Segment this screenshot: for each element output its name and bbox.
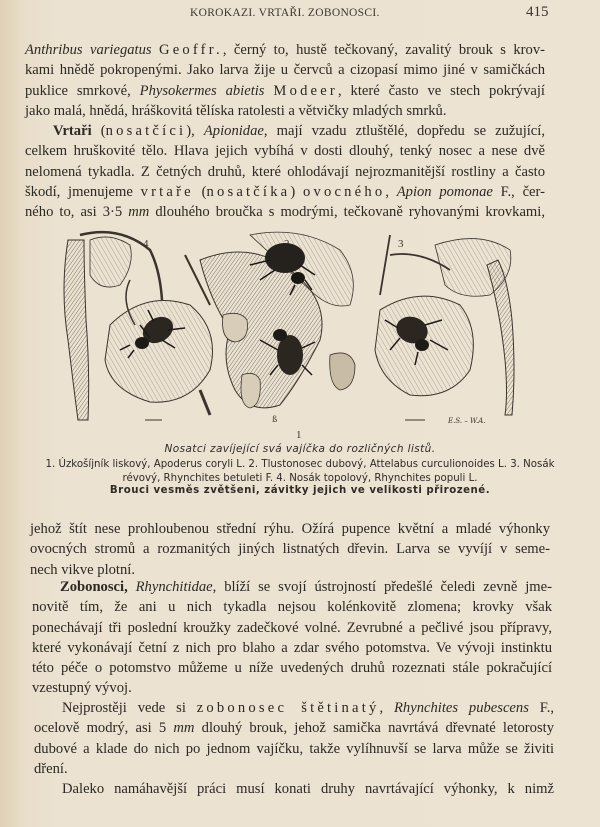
figure-caption-legend: 1. Úzkošíjník liskový, Apoderus coryli L. 2. Tlustonosec dubový, Attelabus curculionoides L. 3. Nosák révový, Rhynchites betuleti F. 4. Nosák topolový, Rhynchites populi L. bbox=[45, 459, 555, 484]
figure-number-3: 3 bbox=[398, 238, 404, 250]
paragraph-rhynchites-pubescens bbox=[34, 698, 554, 779]
text-line: ocelově modrý, asi 5 mm dlouhý brouk, jehož samička navrtává dřevnaté letorosty bbox=[34, 720, 554, 737]
text-line: dubové a klade do nich po jednom vajíčku, takže vylíhnuvší se larva může se živiti bbox=[34, 740, 554, 757]
text-line: jehož štít nese prohloubenou střední rýhu. Ožírá pupence květní a mladé výhonky bbox=[30, 521, 550, 537]
text-line: ovocných stromů a rozmanitých jiných listnatých dřevin. Larva se vyvíjí v seme- bbox=[30, 541, 550, 558]
paragraph-continuation bbox=[30, 519, 550, 580]
engraver-mark: ß bbox=[272, 415, 278, 424]
vine-leaf-right bbox=[375, 235, 511, 396]
figure-caption-title: Nosatci zavíjející svá vajíčka do rozličných listů. bbox=[164, 443, 436, 455]
text-line: Anthribus variegatus Geoffr., černý to, hustě tečkovaný, zavalitý brouk s krov- bbox=[25, 42, 545, 58]
text-line: dření. bbox=[34, 760, 68, 777]
text-line: vzestupný vývoj. bbox=[32, 680, 132, 697]
paragraph-anthribus bbox=[25, 40, 545, 121]
paragraph-daleko bbox=[34, 779, 554, 799]
text-line: nelomená tykadla. Z četných druhů, které ohlodávají nejrozmanitější rostliny a často bbox=[25, 163, 545, 180]
text-line: novitě tím, že ani u nich tykadla nejsou kolénkovitě zlomena; krovky však bbox=[32, 599, 552, 616]
text-line: jako malá, hnědá, hráškovitá tělíska ratolesti a větvičky mladých smrků. bbox=[25, 102, 447, 119]
text-line: Nejprostěji vede si zobonosec štětinatý, Rhynchites pubescens F., bbox=[62, 700, 555, 716]
poplar-leaf-upper-left bbox=[90, 237, 131, 287]
text-line: ného to, asi 3·5 mm dlouhého broučka s modrými, tečkovaně ryhovanými krovkami, bbox=[25, 204, 545, 221]
poplar-leaf-left bbox=[105, 280, 213, 415]
paragraph-vrtari bbox=[25, 121, 545, 222]
text-line: nech vikve plotní. bbox=[30, 561, 135, 578]
text-line: Daleko namáhavější práci musí konati druhy navrtávající výhonky, k nimž bbox=[62, 781, 554, 797]
figure-caption-note: Brouci vesměs zvětšeni, závitky jejich ve velikosti přirozené. bbox=[109, 485, 491, 496]
text-line: puklice smrkové, Physokermes abietis Modeer, které často ve stech pokrývají bbox=[25, 82, 545, 99]
text-line: Zobonosci, Rhynchitidae, blíží se svojí ústrojností předešlé čeledi zevně jme- bbox=[60, 579, 552, 595]
figure-number-1: 1 bbox=[296, 429, 302, 441]
running-title: KOROKAZI. VRTAŘI. ZOBONOSCI. bbox=[190, 7, 380, 19]
text-line: ponechávají tři poslední kroužky zadečkové volné. Zevrubné a pečlivé jsou přípravy, bbox=[32, 619, 552, 636]
figure-number-4: 4 bbox=[143, 238, 149, 250]
section-heading-vrtari: Vrtaři bbox=[53, 123, 92, 139]
paragraph-zobonosci bbox=[32, 577, 552, 699]
section-heading-zobonosci: Zobonosci, bbox=[60, 579, 128, 595]
text-line: Vrtaři (nosatčíci), Apionidae, mají vzadu ztluštělé, dopředu se zužující, bbox=[53, 123, 545, 139]
text-line: které vykonávají četní z nich pro blaho a zdar svého potomstva. Ve vývoji instinktu bbox=[32, 639, 552, 656]
artist-signature: E.S. – W.A. bbox=[448, 417, 486, 425]
text-line: kami hnědě pokropenými. Jako larva žije u červců a cizopasí mimo jiné v samičkách bbox=[25, 62, 545, 79]
text-line: této péče o potomstvo můžeme u níže uvedených druhů rozeznati stále pokračující bbox=[32, 660, 552, 677]
text-line: škodí, jmenujeme vrtaře (nosatčíka) ovocného, Apion pomonae F., čer- bbox=[25, 183, 545, 200]
text-line: celkem hruškovité tělo. Hlava jejich vybíhá v dosti dlouhý, tenký nosec a nese dvě bbox=[25, 143, 545, 160]
running-head bbox=[0, 4, 600, 22]
beetle-illustration bbox=[50, 230, 550, 425]
page-number: 415 bbox=[526, 4, 549, 20]
